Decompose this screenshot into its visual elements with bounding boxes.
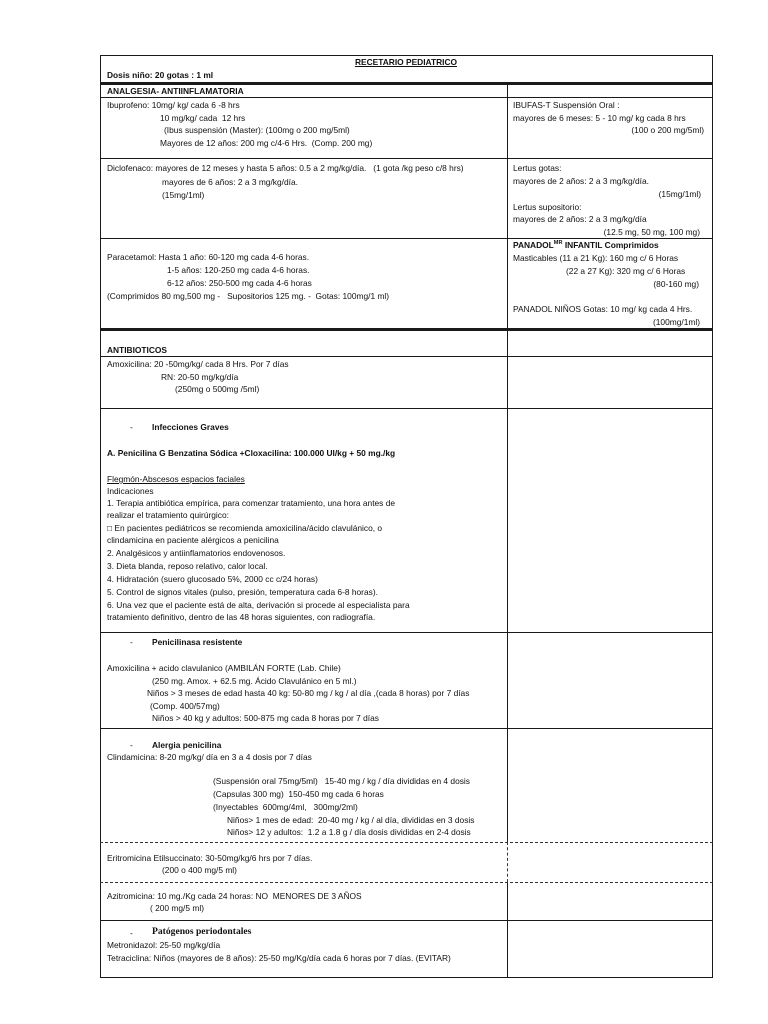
panadol-line-3: (22 a 27 Kg): 320 mg c/ 6 Horas — [566, 266, 686, 276]
paracetamol-line-1: Paracetamol: Hasta 1 año: 60-120 mg cada 4-6 horas. — [107, 252, 310, 262]
border-left — [100, 55, 101, 978]
alergia-bullet: - — [130, 740, 133, 750]
flegmon-heading: Flegmón-Abscesos espacios faciales — [107, 474, 245, 484]
diclofenaco-line-2: mayores de 6 años: 2 a 3 mg/kg/día. — [162, 177, 298, 187]
alergia-line-4: (Inyectables 600mg/4ml, 300mg/2ml) — [213, 802, 358, 812]
flegmon-line-11: tratamiento definitivo, dentro de las 48 horas siguientes, con radiografía. — [107, 612, 376, 622]
alergia-line-5: Niños> 1 mes de edad: 20-40 mg / kg / al día, divididas en 3 dosis — [227, 815, 475, 825]
alergia-heading: Alergia penicilina — [152, 740, 222, 750]
penicilinasa-heading: Penicilinasa resistente — [152, 637, 243, 647]
graves-heading: Infecciones Graves — [152, 422, 229, 432]
ibufas-line-1: IBUFAS-T Suspensión Oral : — [513, 100, 620, 110]
lertus-line-4: Lertus supositorio: — [513, 202, 582, 212]
penicilinasa-bullet: - — [130, 637, 133, 647]
alergia-line-3: (Capsulas 300 mg) 150-450 mg cada 6 horas — [213, 789, 384, 799]
penicilina-line: A. Penicilina G Benzatina Sódica +Cloxacilina: 100.000 UI/kg + 50 mg./kg — [107, 448, 396, 458]
panadol-line-5: PANADOL NIÑOS Gotas: 10 mg/ kg cada 4 Hrs. — [513, 304, 693, 314]
border-right — [712, 55, 713, 978]
amoxicilina-line-1: Amoxicilina: 20 -50mg/kg/ cada 8 Hrs. Por 7 días — [107, 359, 289, 369]
rule-after-eritromicina — [100, 882, 713, 883]
amoxicilina-line-3: (250mg o 500mg /5ml) — [175, 384, 260, 394]
dosis-line: Dosis niño: 20 gotas : 1 ml — [107, 70, 214, 80]
flegmon-line-8: 4. Hidratación (suero glucosado 5%, 2000 cc c/24 horas) — [107, 574, 318, 584]
lertus-line-2: mayores de 2 años: 2 a 3 mg/kg/día. — [513, 176, 649, 186]
paracetamol-line-2: 1-5 años: 120-250 mg cada 4-6 horas. — [167, 265, 310, 275]
eritromicina-line-2: (200 o 400 mg/5 ml) — [162, 865, 237, 875]
azitromicina-line-1: Azitromicina: 10 mg./Kg cada 24 horas: NO MENORES DE 3 AÑOS — [107, 891, 362, 901]
flegmon-line-3: realizar el tratamiento quirúrgico: — [107, 510, 229, 520]
penicilinasa-line-3: Niños > 3 meses de edad hasta 40 kg: 50-80 mg / kg / al día ,(cada 8 horas) por 7 días — [147, 688, 470, 698]
ibufas-line-3: (100 o 200 mg/5ml) — [631, 125, 704, 135]
diclofenaco-line-3: (15mg/1ml) — [162, 190, 205, 200]
flegmon-line-7: 3. Dieta blanda, reposo relativo, calor local. — [107, 561, 268, 571]
penicilinasa-line-4: (Comp. 400/57mg) — [150, 701, 220, 711]
penicilinasa-line-2: (250 mg. Amox. + 62.5 mg. Ácido Clavulánico en 5 ml.) — [152, 676, 357, 686]
antibioticos-header: ANTIBIOTICOS — [107, 345, 168, 355]
rule-after-graves — [100, 632, 713, 633]
rule-after-azitromicina — [100, 920, 713, 921]
periodontales-line-2: Tetraciclina: Niños (mayores de 8 años): 25-50 mg/Kg/día cada 6 horas por 7 días. (EVITAR) — [107, 953, 451, 963]
azitromicina-line-2: ( 200 mg/5 ml) — [150, 903, 204, 913]
column-divider-lower — [507, 882, 508, 978]
amoxicilina-line-2: RN: 20-50 mg/kg/día — [161, 372, 239, 382]
lertus-line-5: mayores de 2 años: 2 a 3 mg/kg/día — [513, 214, 647, 224]
panadol-line-1: $PANADOL^{MR}$ INFANTIL Comprimidos — [513, 240, 659, 250]
alergia-line-2: (Suspensión oral 75mg/5ml) 15-40 mg / kg / día divididas en 4 dosis — [213, 776, 470, 786]
ibuprofeno-line-2: 10 mg/kg/ cada 12 hrs — [160, 113, 246, 123]
ibuprofeno-line-3: (Ibus suspensión (Master): (100mg o 200 mg/5ml) — [164, 125, 350, 135]
flegmon-line-5: clindamicina en paciente alérgicos a penicilina — [107, 535, 279, 545]
paracetamol-line-4: (Comprimidos 80 mg,500 mg - Supositorios 125 mg. - Gotas: 100mg/1 ml) — [107, 291, 390, 301]
rule-after-penicilinasa — [100, 728, 713, 729]
rule-after-antibioticos-blank — [100, 356, 713, 357]
rule-after-ibuprofeno — [100, 158, 713, 159]
analgesia-header: ANALGESIA- ANTIINFLAMATORIA — [107, 86, 244, 96]
flegmon-line-10: 6. Una vez que el paciente está de alta, derivación si procede al especialista para — [107, 600, 410, 610]
periodontales-bullet: - — [130, 928, 133, 938]
ibuprofeno-line-4: Mayores de 12 años: 200 mg c/4-6 Hrs. (Comp. 200 mg) — [160, 138, 373, 148]
graves-bullet: - — [130, 422, 133, 432]
flegmon-line-1: Indicaciones — [107, 486, 154, 496]
lertus-line-6: (12.5 mg, 50 mg, 100 mg) — [603, 227, 700, 237]
border-bottom — [100, 977, 713, 978]
paracetamol-line-3: 6-12 años: 250-500 mg cada 4-6 horas — [167, 278, 312, 288]
alergia-line-1: Clindamicina: 8-20 mg/kg/ día en 3 a 4 dosis por 7 días — [107, 752, 312, 762]
panadol-line-4: (80-160 mg) — [653, 279, 699, 289]
column-divider-dashed — [507, 842, 508, 882]
periodontales-heading: Patógenos periodontales — [152, 926, 252, 937]
lertus-line-1: Lertus gotas: — [513, 163, 562, 173]
flegmon-line-2: 1. Terapia antibiótica empírica, para comenzar tratamiento, una hora antes de — [107, 498, 396, 508]
rule-after-amoxicilina — [100, 408, 713, 409]
flegmon-line-4: □ En pacientes pediátricos se recomienda amoxicilina/ácido clavulánico, o — [107, 523, 383, 533]
panadol-line-2: Masticables (11 a 21 Kg): 160 mg c/ 6 Horas — [513, 253, 679, 263]
penicilinasa-line-5: Niños > 40 kg y adultos: 500-875 mg cada 8 horas por 7 días — [152, 713, 379, 723]
lertus-line-3: (15mg/1ml) — [658, 189, 701, 199]
panadol-line-6: (100mg/1ml) — [652, 317, 700, 327]
ibufas-line-2: mayores de 6 meses: 5 - 10 mg/ kg cada 8 hrs — [513, 113, 686, 123]
flegmon-line-6: 2. Analgésicos y antiinflamatorios endovenosos. — [107, 548, 286, 558]
diclofenaco-line-1: Diclofenaco: mayores de 12 meses y hasta 5 años: 0.5 a 2 mg/kg/día. (1 gota /kg peso c/8 hrs) — [107, 163, 464, 173]
flegmon-line-9: 5. Control de signos vitales (pulso, presión, temperatura cada 6-8 horas). — [107, 587, 378, 597]
rule-after-alergia — [100, 842, 713, 843]
page-title: RECETARIO PEDIATRICO — [354, 57, 458, 67]
ibuprofeno-line-1: Ibuprofeno: 10mg/ kg/ cada 6 -8 hrs — [107, 100, 240, 110]
periodontales-line-1: Metronidazol: 25-50 mg/kg/día — [107, 940, 221, 950]
alergia-line-6: Niños> 12 y adultos: 1.2 a 1.8 g / día dosis divididas en 2-4 dosis — [227, 827, 471, 837]
penicilinasa-line-1: Amoxicilina + acido clavulanico (AMBILÁN FORTE (Lab. Chile) — [107, 663, 341, 673]
eritromicina-line-1: Eritromicina Etilsuccinato: 30-50mg/kg/6 hrs por 7 días. — [107, 853, 313, 863]
